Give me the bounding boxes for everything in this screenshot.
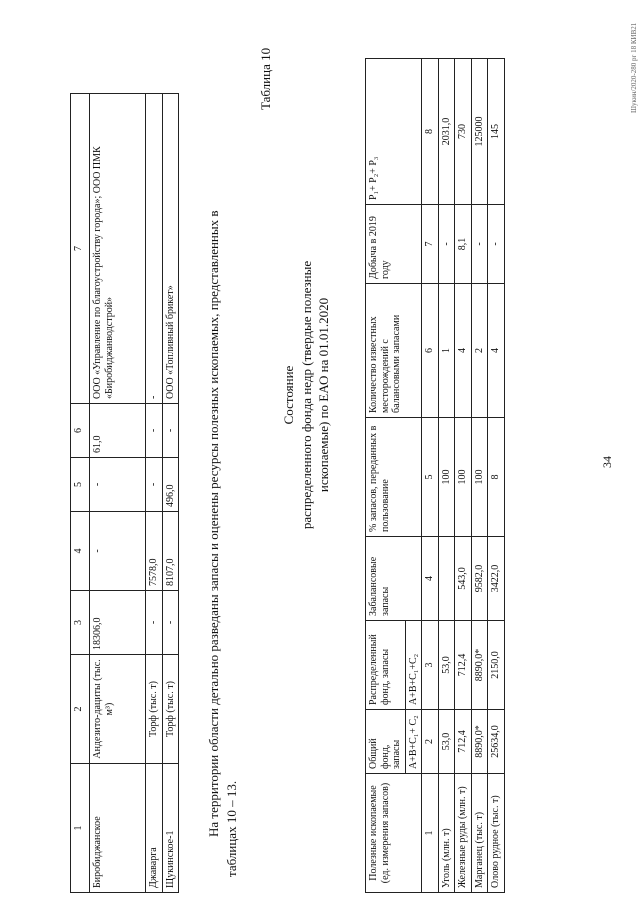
table-cell: 100 bbox=[455, 418, 472, 537]
header-cell: Распределенный фонд, запасы bbox=[366, 621, 406, 710]
table-cell: 8,1 bbox=[455, 205, 472, 284]
index-cell: 5 bbox=[422, 418, 439, 537]
subsoil-fund-table bbox=[365, 58, 505, 893]
table-cell: 2031,0 bbox=[438, 59, 455, 205]
intro-line-2: таблицах 10 – 13. bbox=[224, 780, 240, 877]
table-cell: - bbox=[146, 404, 163, 458]
table-index-row bbox=[422, 59, 439, 893]
table-cell: 18306,0 bbox=[90, 591, 146, 655]
table-row bbox=[162, 94, 179, 893]
table-cell: 8 bbox=[488, 418, 505, 537]
table-cell: 730 bbox=[455, 59, 472, 205]
header-cell: Количество известных месторождений с балансовыми запасами bbox=[366, 284, 422, 418]
table-cell: 2 bbox=[471, 284, 488, 418]
table-cell: 125000 bbox=[471, 59, 488, 205]
index-cell: 6 bbox=[422, 284, 439, 418]
table-cell: 8890,0* bbox=[471, 621, 488, 710]
index-cell: 7 bbox=[422, 205, 439, 284]
table-cell: 712,4 bbox=[455, 621, 472, 710]
table-cell: Биробиджанское bbox=[90, 764, 146, 893]
header-cell: Общий фонд, запасы bbox=[366, 710, 406, 774]
table-cell: 53,0 bbox=[438, 621, 455, 710]
table-cell: Марганец (тыс. т) bbox=[471, 774, 488, 893]
table-cell: 145 bbox=[488, 59, 505, 205]
index-cell: 4 bbox=[422, 537, 439, 621]
header-cell: 7 bbox=[71, 94, 90, 404]
index-cell: 1 bbox=[422, 774, 439, 893]
table-cell: 7578,0 bbox=[146, 512, 163, 591]
table-header-row bbox=[366, 59, 406, 893]
table-cell: 2150,0 bbox=[488, 621, 505, 710]
table-cell: 4 bbox=[455, 284, 472, 418]
header-cell: % запасов, переданных в пользование bbox=[366, 418, 422, 537]
table-cell: - bbox=[438, 205, 455, 284]
header-cell: 5 bbox=[71, 458, 90, 512]
table-cell: 712,4 bbox=[455, 710, 472, 774]
header-cell: 6 bbox=[71, 404, 90, 458]
index-cell: 8 bbox=[422, 59, 439, 205]
table-cell: - bbox=[488, 205, 505, 284]
table-cell bbox=[438, 537, 455, 621]
page-number: 34 bbox=[600, 456, 614, 468]
table-cell: 25634,0 bbox=[488, 710, 505, 774]
header-cell: A+B+C₁+C₂ bbox=[405, 621, 422, 710]
table-cell: ООО «Управление по благоустройству города»; ООО ПМК «Биробиджанводстрой» bbox=[90, 94, 146, 404]
table-cell: Андезито-дациты (тыс. м³) bbox=[90, 655, 146, 764]
table-cell: Торф (тыс. т) bbox=[162, 655, 179, 764]
table-cell: 496,0 bbox=[162, 458, 179, 512]
table-cell: Щукинское-1 bbox=[162, 764, 179, 893]
table-cell: - bbox=[146, 94, 163, 404]
header-cell: Забалансовые запасы bbox=[366, 537, 422, 621]
table-number: Таблица 10 bbox=[258, 47, 273, 110]
header-cell: P₁+ P₂+ P₃ bbox=[366, 59, 422, 205]
header-cell: 3 bbox=[71, 591, 90, 655]
table-cell: Железные руды (млн. т) bbox=[455, 774, 472, 893]
index-cell: 2 bbox=[422, 710, 439, 774]
table-cell: 8890,0* bbox=[471, 710, 488, 774]
table-cell: 9582,0 bbox=[471, 537, 488, 621]
table-cell: Торф (тыс. т) bbox=[146, 655, 163, 764]
table-header-row bbox=[71, 94, 90, 893]
header-cell: 4 bbox=[71, 512, 90, 591]
table-row bbox=[146, 94, 163, 893]
deposits-table bbox=[70, 93, 179, 893]
header-cell: Добыча в 2019 году bbox=[366, 205, 422, 284]
table-cell: 543,0 bbox=[455, 537, 472, 621]
header-cell: 1 bbox=[71, 764, 90, 893]
table-cell: - bbox=[146, 591, 163, 655]
table-title-line: распределенного фонда недр (твердые полезные bbox=[298, 260, 314, 530]
table-cell: 8107,0 bbox=[162, 512, 179, 591]
table-cell: 1 bbox=[438, 284, 455, 418]
table-cell: - bbox=[471, 205, 488, 284]
intro-paragraph bbox=[205, 77, 241, 877]
table-row bbox=[438, 59, 455, 893]
table-cell: 100 bbox=[471, 418, 488, 537]
table-cell: 4 bbox=[488, 284, 505, 418]
table-title-line: Состояние bbox=[281, 365, 296, 425]
table-cell: 100 bbox=[438, 418, 455, 537]
index-cell: 3 bbox=[422, 621, 439, 710]
intro-line-1: На территории области детально разведаны запасы и оценены ресурсы полезных ископаемых, представленных в bbox=[206, 210, 221, 837]
table-cell: ООО «Топливный брикет» bbox=[162, 94, 179, 404]
table-title bbox=[280, 145, 333, 645]
table-cell: - bbox=[90, 512, 146, 591]
table-cell: - bbox=[90, 458, 146, 512]
table-cell: Уголь (млн. т) bbox=[438, 774, 455, 893]
document-stamp: Шукин/2020-280 рг 18 КИВ21 bbox=[630, 22, 638, 113]
table-cell: 53,0 bbox=[438, 710, 455, 774]
header-cell: Полезные ископаемые (ед. измерения запасов) bbox=[366, 774, 422, 893]
table-cell: - bbox=[162, 404, 179, 458]
table-row bbox=[90, 94, 146, 893]
table-title-line: ископаемые) по ЕАО на 01.01.2020 bbox=[316, 297, 332, 493]
table-cell: Олово рудное (тыс. т) bbox=[488, 774, 505, 893]
header-cell: A+B+C₁+ C₂ bbox=[405, 710, 422, 774]
table-cell: - bbox=[146, 458, 163, 512]
table-cell: - bbox=[162, 591, 179, 655]
table-cell: 3422,0 bbox=[488, 537, 505, 621]
table-cell: Джаварга bbox=[146, 764, 163, 893]
table-row bbox=[488, 59, 505, 893]
table-cell: 61,0 bbox=[90, 404, 146, 458]
table-row bbox=[471, 59, 488, 893]
table-row bbox=[455, 59, 472, 893]
header-cell: 2 bbox=[71, 655, 90, 764]
